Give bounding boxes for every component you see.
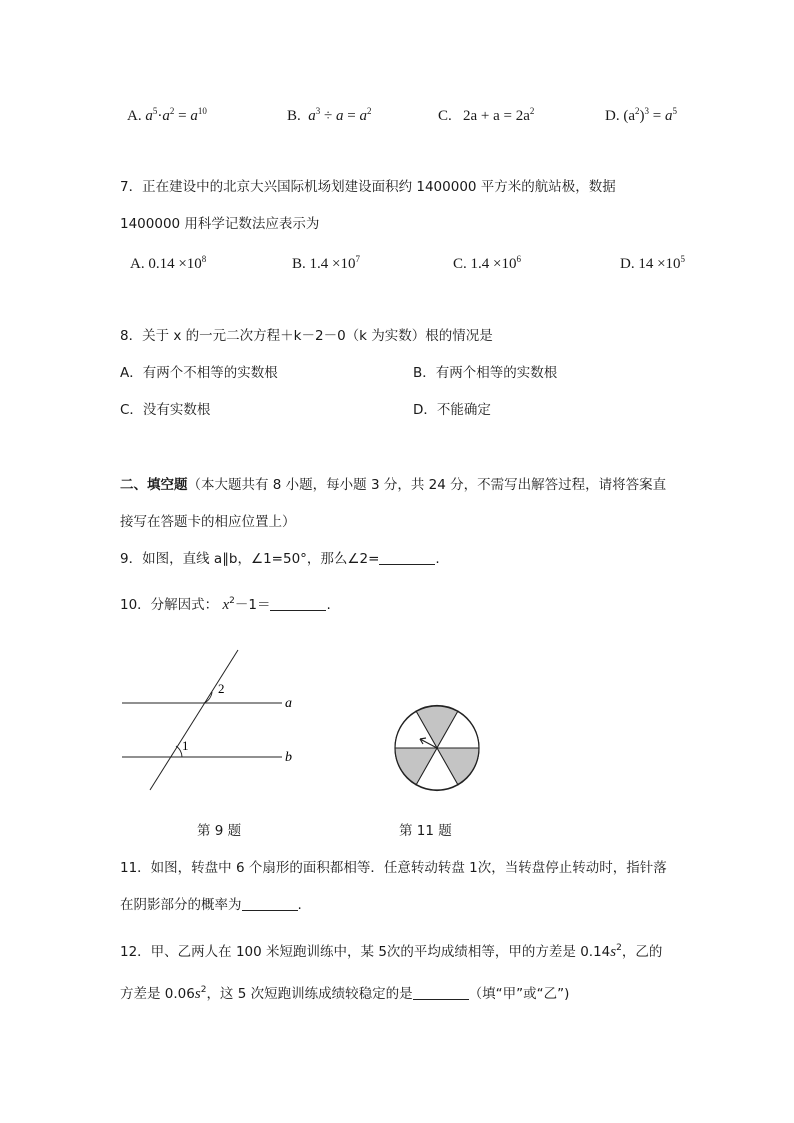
q6-option-a: A. $a^5\cdot a^2 = a^{10}$ [127, 106, 207, 124]
q8-option-d: D．不能确定 [413, 402, 491, 418]
section-2-title: 二、填空题 [120, 477, 188, 493]
q10-answer-blank[interactable] [270, 598, 326, 611]
q9-stem: 9．如图，直线 a∥b，∠1=50°，那么∠2= . [120, 551, 440, 567]
q9-answer-blank[interactable] [379, 552, 435, 565]
angle-2-label: 2 [218, 681, 225, 696]
q11-stem-line1: 11．如图，转盘中 6 个扇形的面积都相等．任意转动转盘 1次，当转盘停止转动时，指针落 [120, 860, 667, 876]
q11-answer-blank[interactable] [242, 898, 298, 911]
section-2-desc-cont: 接写在答题卡的相应位置上） [120, 514, 296, 530]
section-2-desc: （本大题共有 8 小题，每小题 3 分，共 24 分，不需写出解答过程，请将答案直 [187, 477, 667, 493]
figure-9-caption: 第 9 题 [197, 823, 242, 839]
q11-stem-line2: 在阴影部分的概率为 . [120, 897, 302, 913]
q6-option-d: D. $(a^2)^3 = a^5$ [605, 106, 677, 124]
q12-answer-blank[interactable] [413, 987, 469, 1000]
q10-stem: 10．分解因式： $x^2-1=$ . [120, 596, 331, 613]
q7-option-b: B. $1.4 \times 10^7$ [292, 254, 360, 272]
q7-option-d: D. $14 \times 10^5$ [620, 254, 686, 272]
section-2-header [120, 473, 666, 493]
q8-option-a: A．有两个不相等的实数根 [120, 365, 278, 381]
figure-9-parallel-lines [110, 640, 310, 800]
q12-stem-line2: 方差是 $0.06s^2$，这 5 次短跑训练成绩较稳定的是 （填“甲”或“乙”) [120, 985, 570, 1002]
q7-option-c: C. $1.4 \times 10^6$ [453, 254, 521, 272]
q6-option-c: C. $2a + a = 2a^2$ [438, 106, 535, 124]
angle-1-label: 1 [182, 738, 189, 753]
line-a-label: a [285, 696, 292, 711]
q8-stem: 8．关于 x 的一元二次方程＋k－2－0（k 为实数）根的情况是 [120, 328, 493, 344]
q8-option-b: B．有两个相等的实数根 [413, 365, 558, 381]
q12-stem-line1: 12．甲、乙两人在 100 米短跑训练中，某 5次的平均成绩相等，甲的方差是 $0.14s^2$，乙的 [120, 943, 663, 960]
q7-option-a: A. $0.14 \times 10^8$ [130, 254, 207, 272]
line-b-label: b [285, 750, 292, 765]
transversal-line [150, 650, 238, 790]
q8-option-c: C．没有实数根 [120, 402, 211, 418]
q7-stem-line1: 7．正在建设中的北京大兴国际机场划建设面积约 1400000 平方米的航站极，数据 [120, 179, 616, 195]
q6-option-b: B. $a^3 \div a = a^2$ [287, 106, 372, 124]
figure-11-caption: 第 11 题 [399, 823, 452, 839]
q7-stem-line2: 1400000 用科学记数法应表示为 [120, 216, 320, 232]
figure-11-spinner [392, 703, 482, 793]
